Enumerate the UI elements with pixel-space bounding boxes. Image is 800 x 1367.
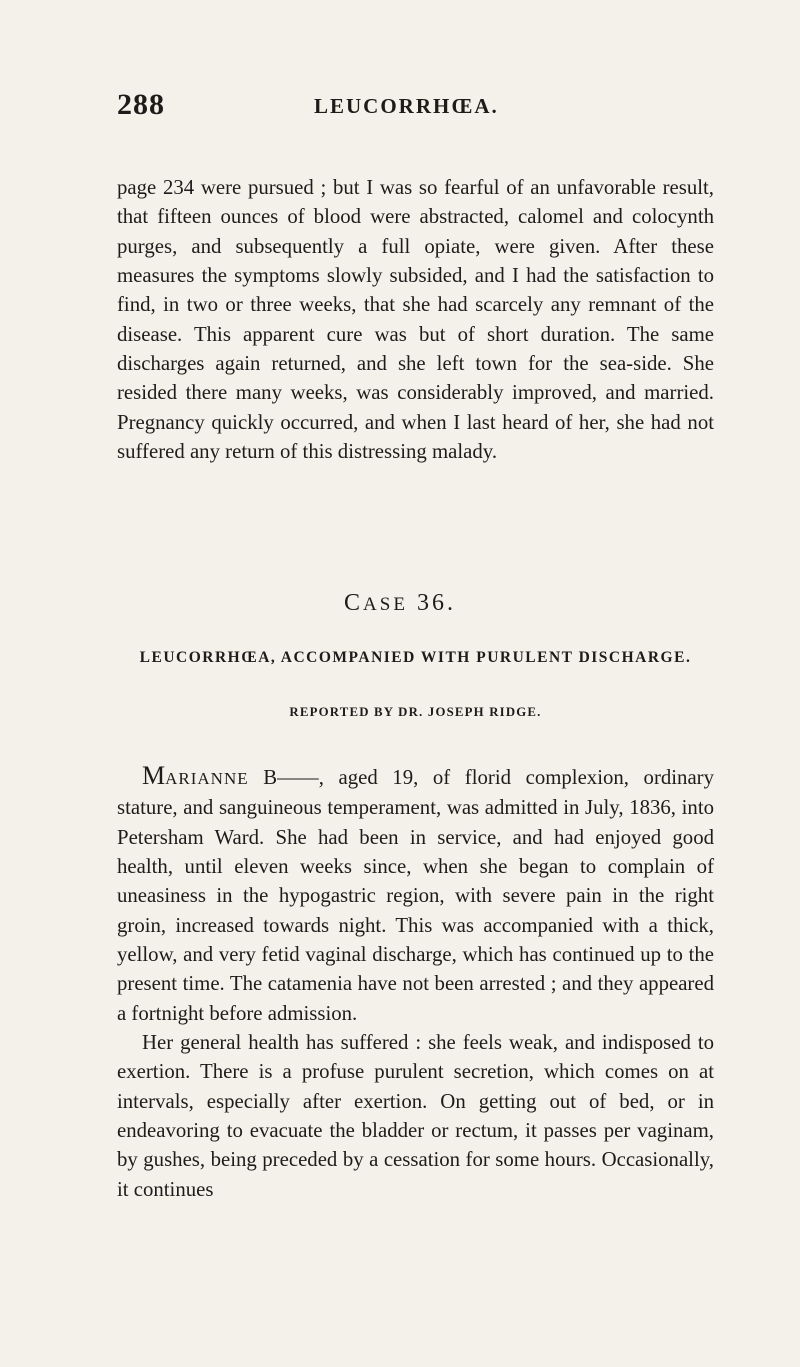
case-title-initial: C [344,590,364,616]
case-reporter: REPORTED BY DR. JOSEPH RIDGE. [289,705,542,719]
name-tail: B—— [263,766,319,789]
paragraph-continued [117,173,714,466]
case-subtitle: LEUCORRHŒA, ACCOMPANIED WITH PURULENT DISCHARGE. [139,649,692,666]
case-title-rest: ASE [363,594,408,615]
name-initial: M [142,761,166,790]
paragraph-2-text: , aged 19, of florid complexion, ordinary stature, and sanguineous temperament, was admitted in July, 1836, into Petersham Ward. She had been in service, and had enjoyed good health, until eleven weeks since, when she began to complain of uneasiness in the hypogastric region, with severe pain in the right groin, increased towards night. This was accompanied with a thick, yellow, and very fetid vaginal discharge, which has continued up to the present time. The catamenia have not been arrested ; and they appeared a fortnight before admission. [117,766,715,1025]
paragraph-2 [117,761,714,1028]
case-number: 36. [416,590,456,616]
case-body [117,761,714,1204]
case-title [0,590,800,617]
name-rest: ARIANNE [165,769,249,788]
page-number: 288 [117,88,165,121]
paragraph-1-text: page 234 were pursued ; but I was so fearful of an unfavorable result, that fifteen ounces of blood were abstracted, calomel and colocynth purges, and subsequently a full opiate, were given. After these measures the symptoms slowly subsided, and I had the satisfaction to find, in two or three weeks, that she had scarcely any remnant of the disease. This apparent cure was but of short duration. The same discharges again returned, and she left town for the sea-side. She resided there many weeks, was considerably improved, and married. Pregnancy quickly occurred, and when I last heard of her, she had not suffered any return of this distressing malady. [117,176,714,464]
running-title: LEUCORRHŒA. [314,94,499,118]
paragraph-3: Her general health has suffered : she feels weak, and indisposed to exertion. There is a profuse purulent secretion, which comes on at intervals, especially after exertion. On getting out of bed, or in endeavoring to evacuate the bladder or rectum, it passes per vaginam, by gushes, being preceded by a cessation for some hours. Occasionally, it continues [117,1031,714,1201]
